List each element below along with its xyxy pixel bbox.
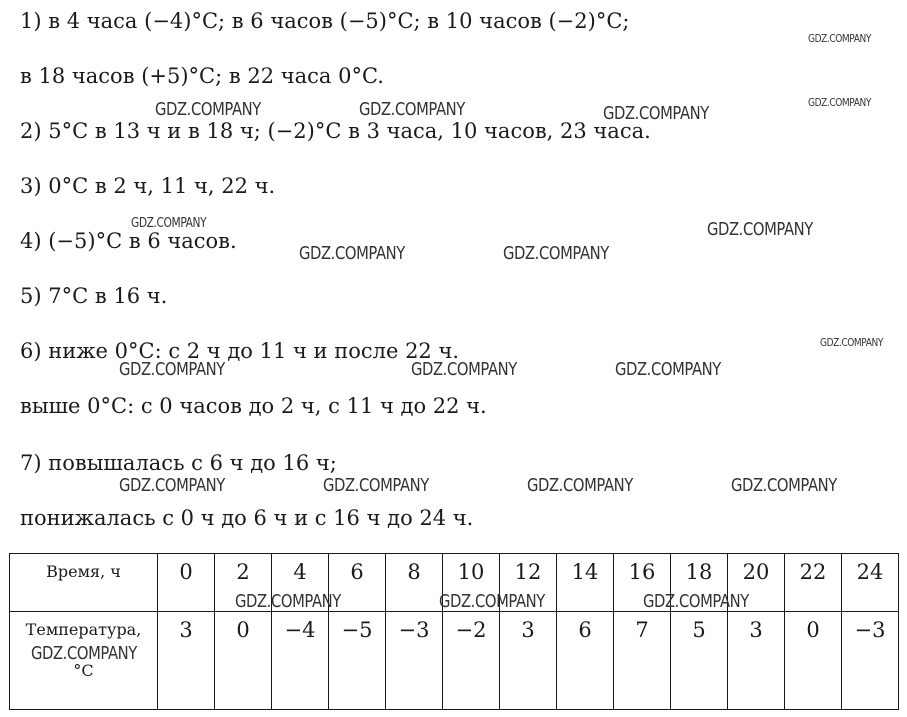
temperature-cell: 3 <box>728 612 785 710</box>
watermark: GDZ.COMPANY <box>31 643 137 664</box>
time-cell: 0 <box>158 554 215 612</box>
time-cell: 18 <box>671 554 728 612</box>
answer-5: 5) 7°C в 16 ч. <box>20 284 168 308</box>
answer-2: 2) 5°C в 13 ч и в 18 ч; (−2)°C в 3 часа, 10 часов, 23 часа. <box>20 119 651 143</box>
time-cell: 16 <box>614 554 671 612</box>
watermark: GDZ.COMPANY <box>820 336 883 349</box>
watermark: GDZ.COMPANY <box>235 591 341 612</box>
answer-1-line-1: 1) в 4 часа (−4)°C; в 6 часов (−5)°C; в 10 часов (−2)°C; <box>20 9 630 33</box>
watermark: GDZ.COMPANY <box>119 475 225 496</box>
temperature-cell: −3 <box>386 612 443 710</box>
watermark: GDZ.COMPANY <box>731 475 837 496</box>
watermark: GDZ.COMPANY <box>131 216 207 231</box>
time-cell: 22 <box>785 554 842 612</box>
watermark: GDZ.COMPANY <box>411 359 517 380</box>
time-header: Время, ч <box>10 554 158 612</box>
watermark: GDZ.COMPANY <box>299 243 405 264</box>
answer-7-line-2: понижалась с 0 ч до 6 ч и с 16 ч до 24 ч. <box>20 506 474 530</box>
watermark: GDZ.COMPANY <box>527 475 633 496</box>
temperature-cell: 3 <box>158 612 215 710</box>
temperature-header-line-2: °C <box>73 661 94 680</box>
answer-4: 4) (−5)°C в 6 часов. <box>20 229 237 253</box>
answer-3: 3) 0°C в 2 ч, 11 ч, 22 ч. <box>20 174 276 198</box>
watermark: GDZ.COMPANY <box>707 219 813 240</box>
temperature-cell: 0 <box>785 612 842 710</box>
temperature-cell: 3 <box>500 612 557 710</box>
temperature-cell: −5 <box>329 612 386 710</box>
time-cell: 2 <box>215 554 272 612</box>
temperature-cell: −2 <box>443 612 500 710</box>
time-cell: 10 <box>443 554 500 612</box>
time-cell: 20 <box>728 554 785 612</box>
temperature-cell: −4 <box>272 612 329 710</box>
temperature-row <box>10 612 899 710</box>
time-cell: 4 <box>272 554 329 612</box>
watermark: GDZ.COMPANY <box>119 359 225 380</box>
answer-7-line-1: 7) повышалась с 6 ч до 16 ч; <box>20 451 337 475</box>
watermark: GDZ.COMPANY <box>808 96 871 109</box>
temperature-cell: 0 <box>215 612 272 710</box>
watermark: GDZ.COMPANY <box>503 243 609 264</box>
answer-6-line-2: выше 0°C: с 0 часов до 2 ч, с 11 ч до 22 ч. <box>20 394 487 418</box>
time-cell: 12 <box>500 554 557 612</box>
temperature-table <box>9 553 899 710</box>
watermark: GDZ.COMPANY <box>155 99 261 120</box>
answer-6-line-1: 6) ниже 0°C: с 2 ч до 11 ч и после 22 ч. <box>20 339 460 363</box>
watermark: GDZ.COMPANY <box>359 99 465 120</box>
temperature-cell: 5 <box>671 612 728 710</box>
watermark: GDZ.COMPANY <box>808 32 871 45</box>
temperature-cell: −3 <box>842 612 899 710</box>
time-cell: 24 <box>842 554 899 612</box>
time-cell: 8 <box>386 554 443 612</box>
temperature-cell: 6 <box>557 612 614 710</box>
watermark: GDZ.COMPANY <box>603 103 709 124</box>
temperature-header-line-1: Температура, <box>25 620 142 639</box>
watermark: GDZ.COMPANY <box>439 591 545 612</box>
answer-1-line-2: в 18 часов (+5)°C; в 22 часа 0°C. <box>20 64 384 88</box>
watermark: GDZ.COMPANY <box>323 475 429 496</box>
watermark: GDZ.COMPANY <box>615 359 721 380</box>
time-cell: 14 <box>557 554 614 612</box>
temperature-cell: 7 <box>614 612 671 710</box>
time-cell: 6 <box>329 554 386 612</box>
watermark: GDZ.COMPANY <box>643 591 749 612</box>
